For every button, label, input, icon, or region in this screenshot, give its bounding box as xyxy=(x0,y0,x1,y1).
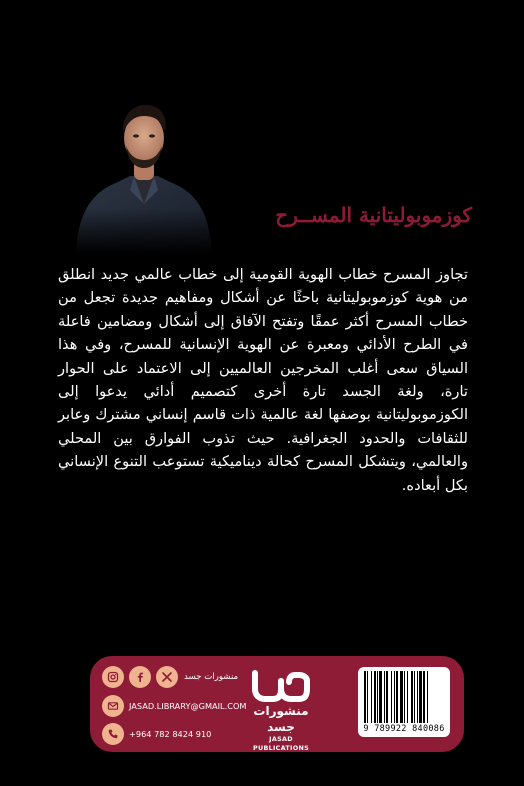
publisher-name-ar: منشورات جسد xyxy=(253,704,309,734)
social-row xyxy=(102,666,238,688)
x-icon[interactable] xyxy=(156,666,178,688)
book-title: كوزموبوليتانية المســرح xyxy=(275,203,472,227)
book-blurb: تجاوز المسرح خطاب الهوية القومية إلى خطاب عالمي جديد انطلق من هوية كوزموبوليتانية باحثًا عن أشكال ومفاهيم جديدة تجعل من خطاب المسرح أكثر عمقًا وتفتح الآفاق إلى أشكال ومضامين فاعلة في الطرح الأدائي ومعبرة عن الهوية الإنسانية للمسرح، وفي هذا السياق سعى أغلب المخرجين العالميين إلى الاعتماد على الحوار تارة، ولغة الجسد تارة أخرى كتصميم أدائي يدعوا إلى الكوزموبوليتانية بوصفها لغة عالمية ذات قاسم إنساني مشترك وعابر للثقافات والحدود الجغرافية. حيث تذوب الفوارق بين المحلي والعالمي، ويتشكل المسرح كحالة ديناميكية تستوعب التنوع الإنساني بكل أبعاده. xyxy=(58,266,468,494)
email-row xyxy=(102,695,246,717)
phone-icon xyxy=(102,723,124,745)
phone-number[interactable]: +964 782 8424 910 xyxy=(129,729,212,739)
jasad-logo-icon xyxy=(249,669,313,703)
social-handle: منشورات جسد xyxy=(184,672,239,682)
email-address[interactable]: JASAD.LIBRARY@GMAIL.COM xyxy=(129,701,247,711)
email-icon xyxy=(102,695,124,717)
facebook-icon[interactable] xyxy=(129,666,151,688)
publisher-name-en: JASAD PUBLICATIONS xyxy=(252,735,310,752)
isbn-barcode xyxy=(358,667,450,737)
contact-list xyxy=(102,666,247,746)
barcode-bars xyxy=(363,671,445,723)
author-photo xyxy=(70,92,218,254)
publisher-footer xyxy=(90,656,464,752)
instagram-icon[interactable] xyxy=(102,666,124,688)
isbn-number: 9 789922 840086 xyxy=(363,724,445,734)
phone-row xyxy=(102,723,211,745)
publisher-logo xyxy=(240,669,322,752)
